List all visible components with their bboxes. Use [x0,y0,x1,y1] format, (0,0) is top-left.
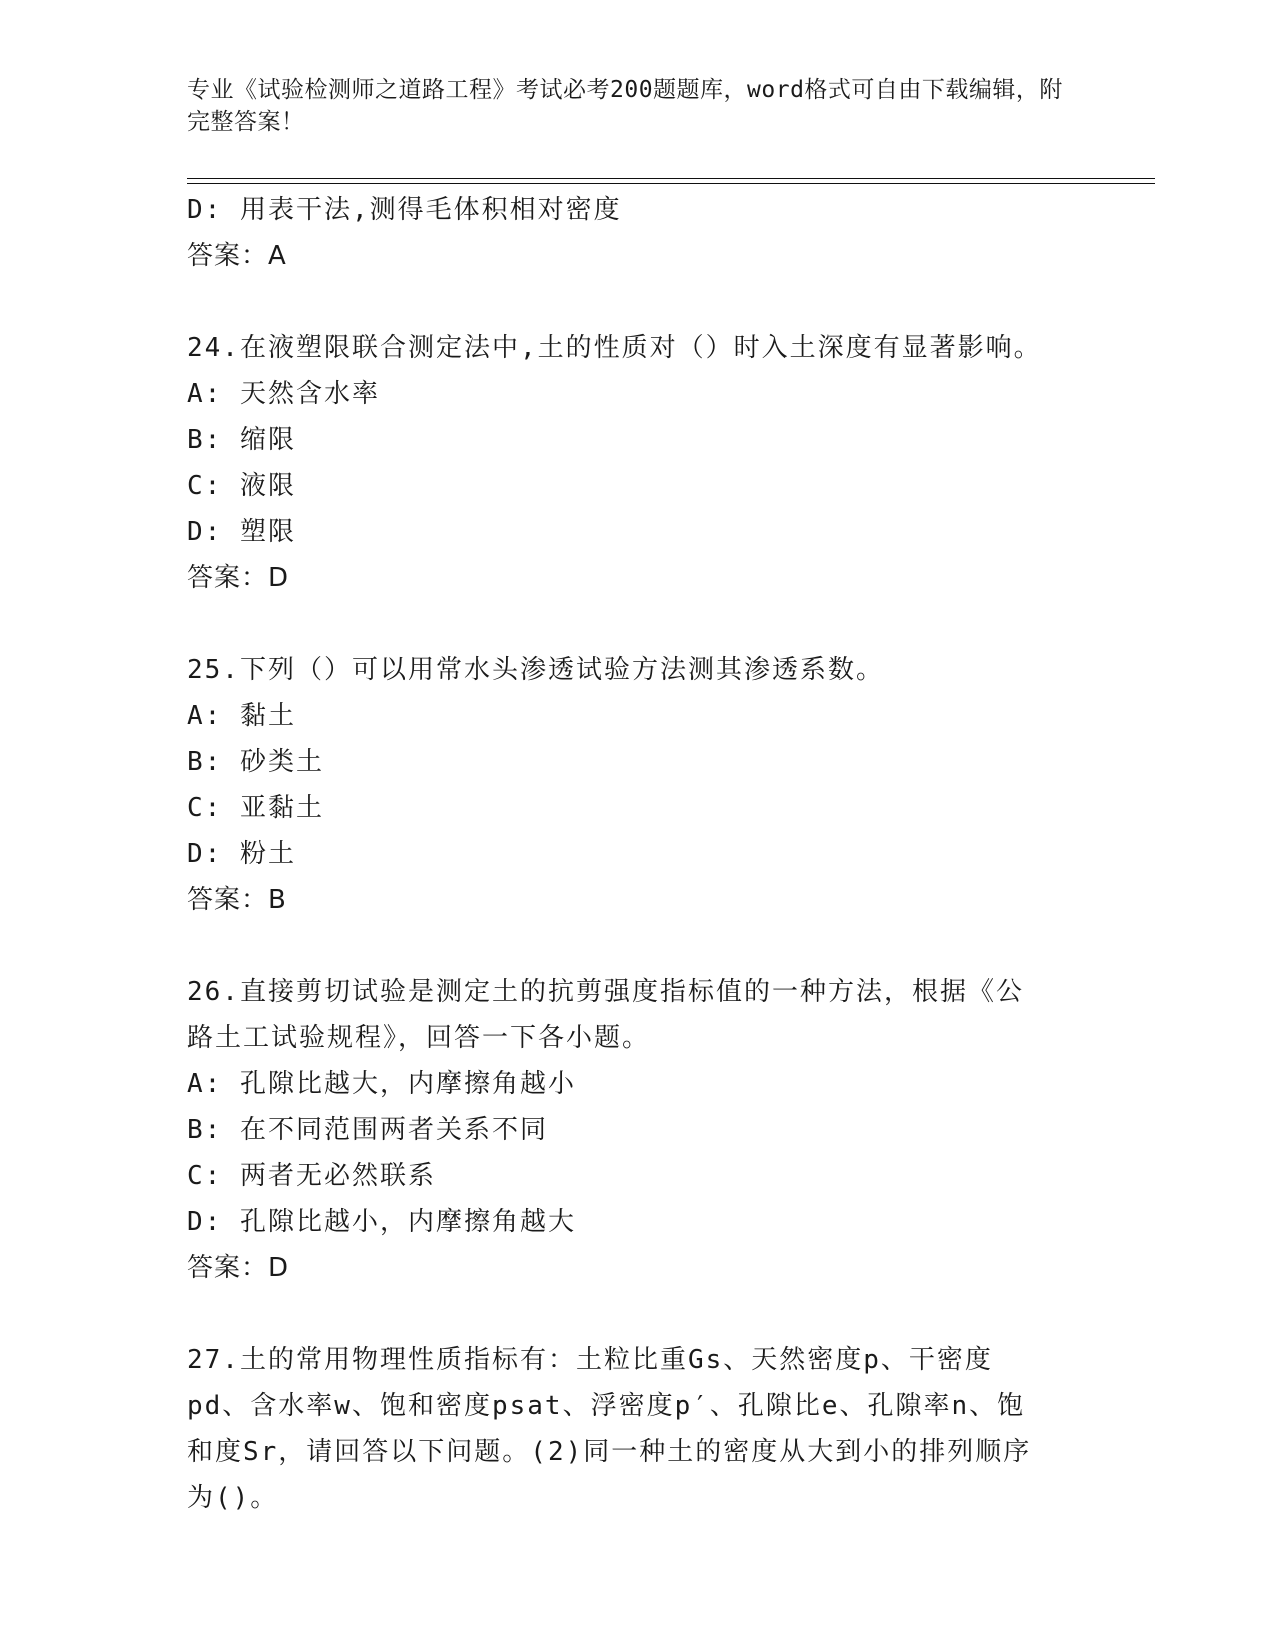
question-text: 27.土的常用物理性质指标有：土粒比重Gs、天然密度p、干密度pd、含水率w、饱和密度psat、浮密度p′、孔隙比e、孔隙率n、饱和度Sr，请回答以下问题。(2)同一种土的密度从大到小的排列顺序为()。 [187,1345,1032,1513]
option-line: D: 用表干法,测得毛体积相对密度 [187,195,622,225]
header-rule-top [187,178,1155,179]
option-line: C: 液限 [187,471,296,501]
option-line: D: 粉土 [187,839,296,869]
option-line: A: 孔隙比越大，内摩擦角越小 [187,1069,576,1099]
option-line: D: 孔隙比越小，内摩擦角越大 [187,1207,576,1237]
answer-line: 答案：B [187,885,287,915]
answer-line: 答案：D [187,1253,290,1283]
option-line: B: 缩限 [187,425,296,455]
option-line: A: 天然含水率 [187,379,380,409]
spacer [187,279,1087,325]
question-text: 26.直接剪切试验是测定土的抗剪强度指标值的一种方法，根据《公路土工试验规程》，回答一下各小题。 [187,977,1024,1053]
option-line: A: 黏土 [187,701,296,731]
answer-line: 答案：A [187,241,287,271]
spacer [187,1291,1087,1337]
question-text: 25.下列（）可以用常水头渗透试验方法测其渗透系数。 [187,655,884,685]
document-header: 专业《试验检测师之道路工程》考试必考200题题库，word格式可自由下载编辑，附完整答案！ [187,77,1063,135]
option-line: C: 亚黏土 [187,793,324,823]
spacer [187,601,1087,647]
header-rule-bottom [187,183,1155,184]
spacer [187,923,1087,969]
option-line: B: 砂类土 [187,747,324,777]
question-list [187,187,1087,1521]
option-line: B: 在不同范围两者关系不同 [187,1115,548,1145]
answer-line: 答案：D [187,563,290,593]
option-line: D: 塑限 [187,517,296,547]
option-line: C: 两者无必然联系 [187,1161,436,1191]
question-text: 24.在液塑限联合测定法中,土的性质对（）时入土深度有显著影响。 [187,333,1042,363]
